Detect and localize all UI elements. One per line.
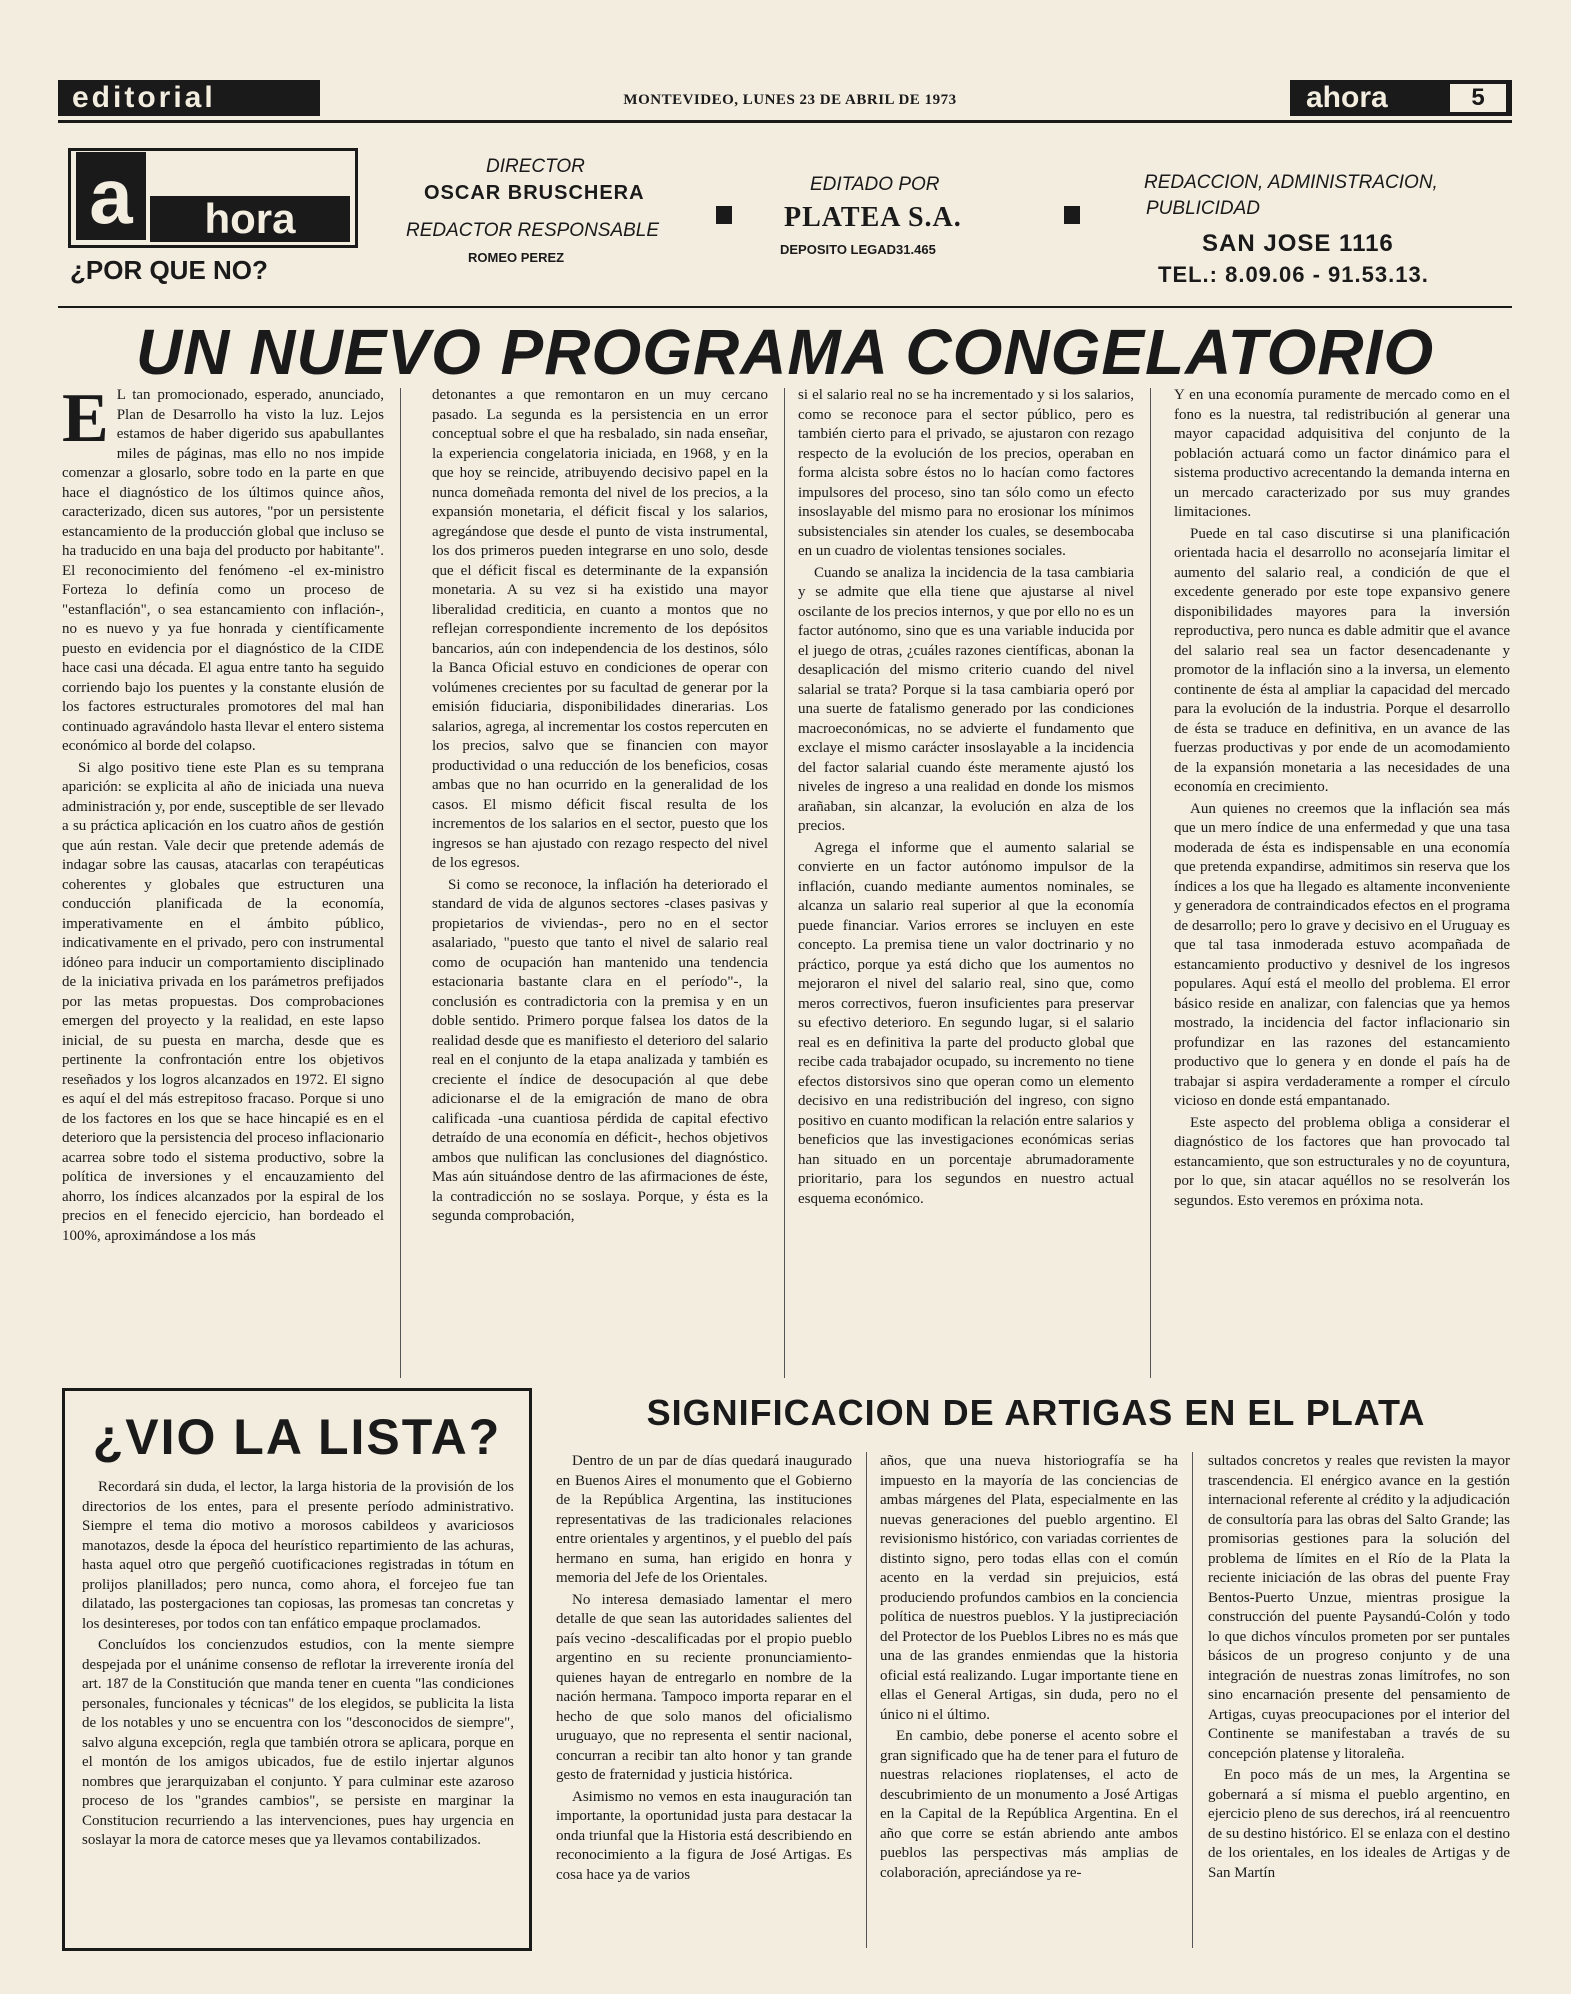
artigas-paragraph: En poco más de un mes, la Argentina se gobernará a sí misma el pueblo argentino, en ejercicio pleno de sus derechos, irá al reencuentro de su destino histórico. El se enlaza con el destino de los orientales, en los ideales de Artigas y de San Martín	[1208, 1767, 1510, 1881]
main-headline: UN NUEVO PROGRAMA CONGELATORIO	[135, 316, 1435, 388]
artigas-paragraph: Dentro de un par de días quedará inaugurado en Buenos Aires el monumento que el Gobierno de la República Argentina, las instituciones representativas de las tradicionales relaciones entre orientales y argentinos, y el pueblo del país hermano en suma, han erigido en honra y memoria del Jefe de los Orientales.	[556, 1453, 852, 1586]
dateline: MONTEVIDEO, LUNES 23 DE ABRIL DE 1973	[623, 92, 957, 108]
box-paragraph: Concluídos los concienzudos estudios, con la mente siempre despejada por el unánime consenso de reflotar la irreverente ironía del art. 187 de la Constitución que manda tener en cuenta "las condiciones personales, funcionales y técnicas" de los elegidos, se publicita la lista de los notables y uno se encuentra con los "desconocidos de siempre", salvo alguna excepción, regla que también otrora se aplicara, porque en el montón de los amigos ubicados, fue de estilo injertar algunos nombres que jerarquizaban el conjunto. Y para culminar este azaroso proceso de los "grandes cambios", se persiste en marginar la Constitucion recurriendo a las intervenciones, pues hay urgencia en soslayar la mora de catorce meses que ya llevamos contabilizados.	[82, 1637, 514, 1848]
redactor-name: ROMEO PEREZ	[468, 250, 565, 265]
box-paragraph: Recordará sin duda, el lector, la larga historia de la provisión de los directorios de los entes, para el presente período administrativo. Siempre el tema dio motivo a morosos cabildeos y avariciosos manotazos, desde la época del heurístico repartimiento de las achuras, hasta aquel otro que pergeñó cuotificaciones registradas in tótum en prolijos planillados; pero nunca, como ahora, el forcejeo fue tan dilatado, las postergaciones tan copiosas, las promesas tan concretas y los desintereses, por todos con tan enfático empaque proclamados.	[82, 1479, 514, 1632]
artigas-paragraph: En cambio, debe ponerse el acento sobre el gran significado que ha de tener para el futuro de nuestras relaciones rioplatenses, el acto de descubrimiento de un monumento a José Artigas en la Capital de la República Argentina. En el año que corre se están abriendo ante ambos pueblos las perspectivas más amplias de colaboración, apreciándose ya re-	[880, 1728, 1178, 1881]
artigas-column-1	[556, 1452, 852, 1950]
dropcap: E	[62, 386, 109, 457]
main-paragraph: Cuando se analiza la incidencia de la tasa cambiaria y se admite que ella tiene que ajustarse al nivel oscilante de los precios internos, y que por ello no es un factor autónomo, sino que es una variable inducida por el juego de otras, ¿cuáles razones científicas, abonan la desaplicación del mismo criterio cuando del nivel salarial se trata? Porque si la tasa cambiaria operó por una suerte de fatalismo generado por las condiciones macroeconómicas, no se advierte el fundamento que exclaye el mismo carácter insoslayable a la incidencia del factor salarial cuando éste meramente ajustó los niveles de ingreso a una realidad en donde los mismos arañaban, sin alcanzar, la evolución en alza de los precios.	[798, 564, 1134, 834]
tagline: ¿POR QUE NO?	[70, 255, 268, 285]
artigas-headline: SIGNIFICACION DE ARTIGAS EN EL PLATA	[646, 1392, 1426, 1433]
page-number: 5	[1450, 84, 1506, 112]
artigas-paragraph: sultados concretos y reales que revisten la mayor trascendencia. El enérgico avance en la gestión internacional referente al crédito y la adjudicación de consultoría para las obras del Salto Grande; las promisorias gestiones para la solución del problema de límites en el Río de la Plata la reciente iniciación de las obras del puente Fray Bentos-Puerto Unzue, mientras prosigue la construcción del puente Paysandú-Colón y todo lo que dichos vínculos prometen por ser puntales básicos de un progreso conjunto y de una integración de nuestras zonas limítrofes, no son sino encarnación presente del pensamiento de Artigas, cuyas preocupaciones por el interior del Continente se manifestaban a través de su concepción platense y litoraleña.	[1208, 1453, 1510, 1762]
artigas-paragraph: No interesa demasiado lamentar el mero detalle de que sean las autoridades salientes del país vecino -descalificadas por el propio pueblo argentino en su reciente pronunciamiento- quienes hayan de entregarlo en nombre de la nación hermana. Tampoco importa reparar en el hecho de que solo manos del oficialismo uruguayo, que no representa el sentir nacional, concurran a recibir tan alto honor y tan grande gesto de fraternidad y justicia histórica.	[556, 1591, 852, 1783]
director-name: OSCAR BRUSCHERA	[424, 182, 645, 204]
artigas-column-3	[1208, 1452, 1510, 1950]
column-divider	[866, 1452, 867, 1948]
column-divider	[784, 388, 785, 1378]
main-paragraph: Este aspecto del problema obliga a considerar el diagnóstico de los factores que han provocado tal estancamiento, que son estructurales y no de coyuntura, por lo que, sin atacar aquéllos no se resolverán los segundos. Esto veremos en próxima nota.	[1174, 1114, 1510, 1209]
box-body	[82, 1478, 514, 1944]
address: SAN JOSE 1116	[1202, 230, 1394, 257]
box-title: ¿VIO LA LISTA?	[92, 1409, 502, 1465]
editor-label: EDITADO POR	[810, 174, 940, 195]
phone: TEL.: 8.09.06 - 91.53.13.	[1158, 262, 1429, 287]
column-divider	[1192, 1452, 1193, 1948]
director-label: DIRECTOR	[486, 156, 585, 177]
logo-letter: a	[76, 152, 146, 240]
section-tag: editorial	[58, 80, 320, 116]
artigas-column-2	[880, 1452, 1178, 1950]
main-paragraph: detonantes a que remontaron en un muy cercano pasado. La segunda es la persistencia en un error conceptual sobre el que ha resbalado, sin nada enseñar, la experiencia congelatoria iniciada, en 1968, y en la que hoy se reincide, atribuyendo decisivo papel en la nunca domeñada remonta del nivel de los precios, a la expansión monetaria, el déficit fiscal y los salarios, agregándose que desde el punto de vista instrumental, los dos primeros pueden integrarse en uno solo, desde que el déficit fiscal es determinante de la expansión monetaria. A su vez si ha existido una mayor liberalidad crediticia, en cuanto a montos que no reflejan correspondiente incremento de los depósitos bancarios, aún con independencia de los destinos, sólo la Banca Oficial estuvo en condiciones de operar con volúmenes crecientes por su facultad de generar por la emisión fiduciaria, disponibilidades dinerarias. Los salarios, agrega, al incrementar los costos repercuten en los precios, salvo que se financien con mayor productividad o una reducción de los beneficios, cosas ambas que no han ocurrido en la generalidad de los casos. El mismo déficit fiscal resulta de los incrementos de los salarios en el sector, puesto que los ingresos se han ajustado con rezago respecto del nivel de los egresos.	[432, 387, 768, 871]
main-paragraph: Si algo positivo tiene este Plan es su temprana aparición: se explicita al año de iniciada una nueva administración y, por ende, susceptible de ser llevado a su práctica aplicación en los cuatro años de gestión que aún restan. Vale decir que pretende además de indagar sobre las causas, atacarlas con terapéuticas coherentes y globales que estructuren una conducción planificada de la economía, imperativamente en el ámbito público, indicativamente en el privado, pero con instrumental idóneo para inducir un comportamiento disciplinado de la iniciativa privada en los parámetros prefijados por las metas propuestas. Dos comprobaciones emergen del proyecto y la realidad, en este lapso inicial, de su puesta en marcha, desde que es pertinente la confrontación entre los objetivos reseñados y los logros alcanzados en 1972. El signo es aquí el del más estrepitoso fracaso. Porque si uno de los factores en los que se hace hincapié es en el deterioro que la persistencia del proceso inflacionario acarrea sobre todo el sistema productivo, sobre la política de inversiones y el encauzamiento del ahorro, los índices alcanzados por la espiral de los precios en el fenecido ejercicio, han bordeado el 100%, aproximándose a los más	[62, 759, 384, 1244]
header-rule	[58, 120, 1512, 123]
main-paragraph: Puede en tal caso discutirse si una planificación orientada hacia el desarrollo no aconsejaría limitar el aumento del salario real, a condición de que el excedente generado por este tope expansivo genere disponibilidades mayores para la inversión reproductiva, pero nunca es dable admitir que el avance del salario real sea un factor desencadenante y promotor de la inflación sino a la inversa, un elemento continente de ésta al ampliar la capacidad del mercado para la evolución de la industria. Porque el desarrollo de ésta se traduce en definitiva, en un avance de las fuerzas productivas y por ende de un acomodamiento de la expansión monetaria a las necesidades de una economía en crecimiento.	[1174, 525, 1510, 795]
artigas-paragraph: Asimismo no vemos en esta inauguración tan importante, la oportunidad justa para destacar la onda triunfal que la Historia está describiendo en reconocimiento a la figura de José Artigas. Es cosa hace ya de varios	[556, 1788, 852, 1883]
editor-name: PLATEA S.A.	[784, 202, 962, 233]
artigas-paragraph: años, que una nueva historiografía se ha impuesto en la mayoría de las conciencias de ambas márgenes del Plata, especialmente en las nuevas generaciones del pueblo argentino. El revisionismo histórico, con variadas corrientes de distinto signo, pero todas ellas con el común acento en la verdad sin prejuicios, está produciendo profundos cambios en la conciencia política de nuestros pueblos. Y la justipreciación del Protector de los Pueblos Libres no es más que una de las grandes enmiendas que la historia oficial está realizando. Lugar importante tiene en ellas el General Artigas, sin duda, pero no el único ni el último.	[880, 1453, 1178, 1723]
main-column-2	[432, 386, 768, 1378]
main-column-1	[62, 386, 384, 1378]
main-column-4	[1174, 386, 1510, 1378]
main-paragraph: L tan promocionado, esperado, anunciado, Plan de Desarrollo ha visto la luz. Lejos estamos de haber digerido sus apabullantes miles de páginas, mas ello no nos impide comenzar a glosarlo, sobre todo en la parte en que hace el diagnóstico de los últimos quince años, caracterizado, dicen sus autores, "por un persistente estancamiento de la producción global que incluso se ha traducido en una baja del producto por habitante". El reconocimiento del fenómeno -el ex-ministro Forteza lo definía como un proceso de "estanflación", o sea estancamiento con inflación-, no es nuevo y ya fue honrada y científicamente puesto en evidencia por el diagnóstico de la CIDE hace casi una década. El agua entre tanto ha seguido corriendo bajo los puentes y la constante elusión de los factores estructurales promotores del mal han continuado agravándolo hasta llevar el entero sistema económico al borde del colapso.	[62, 387, 384, 754]
main-paragraph: Aun quienes no creemos que la inflación sea más que un mero índice de una enfermedad y que una tasa moderada de ésta es indispensable en una economía que pretenda expandirse, admitimos sin reserva que los índices a los que ha llegado es altamente inconveniente y generadora de contraindicados efectos en el programa de desarrollo; pero lo grave y decisivo en el Uruguay es que tal tasa inmoderada estuvo acompañada de estancamiento productivo y desnivel de los ingresos populares. Aquí está el meollo del problema. El error básico reside en analizar, con falencias que ya hemos mostrado, la incidencia del factor inflacionario sin profundizar en las razones del estancamiento productivo que lo genera y en donde el país ha de trabajar si aspira verdaderamente a romper el círculo vicioso en donde está empantanado.	[1174, 800, 1510, 1109]
masthead-rule	[58, 306, 1512, 308]
masthead-bullet-1	[716, 206, 732, 224]
main-paragraph: Si como se reconoce, la inflación ha deteriorado el standard de vida de algunos sectores -clases pasivas y propietarios de viviendas-, pero no en el sector asalariado, "puesto que tanto el nivel de salario real como de ocupación han mantenido una tendencia estacionaria bastante clara en el período"-, la conclusión es contradictoria con la premisa y en un doble sentido. Primero porque falsea los datos de la realidad desde que es manifiesto el deterioro del salario real en el conjunto de la etapa analizada y también es creciente el índice de desocupación al que debe adicionarse el de la emigración de mano de obra calificada -una cuantiosa pérdida de capital efectivo detraído de una economía en déficit-, hechos objetivos ambos que nulifican las conclusiones del diagnóstico. Mas aún situándose dentro de las afirmaciones de éste, la contradicción no se soslaya. Porque, y ésta es la segunda comprobación,	[432, 876, 768, 1224]
redactor-label: REDACTOR RESPONSABLE	[406, 220, 660, 241]
brand-tag: ahora	[1290, 80, 1512, 116]
deposito: DEPOSITO LEGAD31.465	[780, 242, 936, 257]
column-divider	[400, 388, 401, 1378]
main-paragraph: Y en una economía puramente de mercado como en el fono es la nuestra, tal redistribución al generar una mayor capacidad adquisitiva del conjunto de la población actuará como un factor dinámico para el sistema productivo acrecentando la demanda interna en un mercado caracterizado por sus muy grandes limitaciones.	[1174, 387, 1510, 520]
admin-label-2: PUBLICIDAD	[1146, 198, 1261, 219]
logo-word: hora	[150, 196, 350, 242]
admin-label-1: REDACCION, ADMINISTRACION,	[1144, 172, 1438, 193]
main-paragraph: si el salario real no se ha incrementado y si los salarios, como se reconoce para el sector público, pero es también cierto para el privado, se ajustaron con rezago respecto de la evolución de los precios, operaban en forma alcista sobre éstos no lo hacían como factores impulsores del proceso, sino tan sólo como un efecto insoslayable del mismo para no erosionar los mínimos subsistenciales sin atender los cuales, se desembocaba en un cuadro de violentas tensiones sociales.	[798, 387, 1134, 559]
main-column-3	[798, 386, 1134, 1378]
column-divider	[1150, 388, 1151, 1378]
masthead-bullet-2	[1064, 206, 1080, 224]
main-paragraph: Agrega el informe que el aumento salarial se convierte en un factor autónomo impulsor de la inflación, cuando mediante aumentos nominales, se alcanza un salario real superior al que la economía puede financiar. Varios errores se incluyen en este concepto. La premisa tiene un valor doctrinario y no práctico, porque ya está dicho que los aumentos no mejoraron el nivel del salario real, sino que, como meros correctivos, fueron insuficientes para preservar su efectivo deterioro. En segundo lugar, si el salario real es en definitiva la parte del producto global que recibe cada trabajador ocupado, su incremento no tiene efectos distorsivos sino que operan como un elemento decisivo en una redistribución del ingreso, con signo positivo en cuanto modifican la relación entre salarios y beneficios que las investigaciones económicas serias han situado en un porcentaje abrumadoramente prioritario, para los segundos en nuestro actual esquema económico.	[798, 839, 1134, 1207]
